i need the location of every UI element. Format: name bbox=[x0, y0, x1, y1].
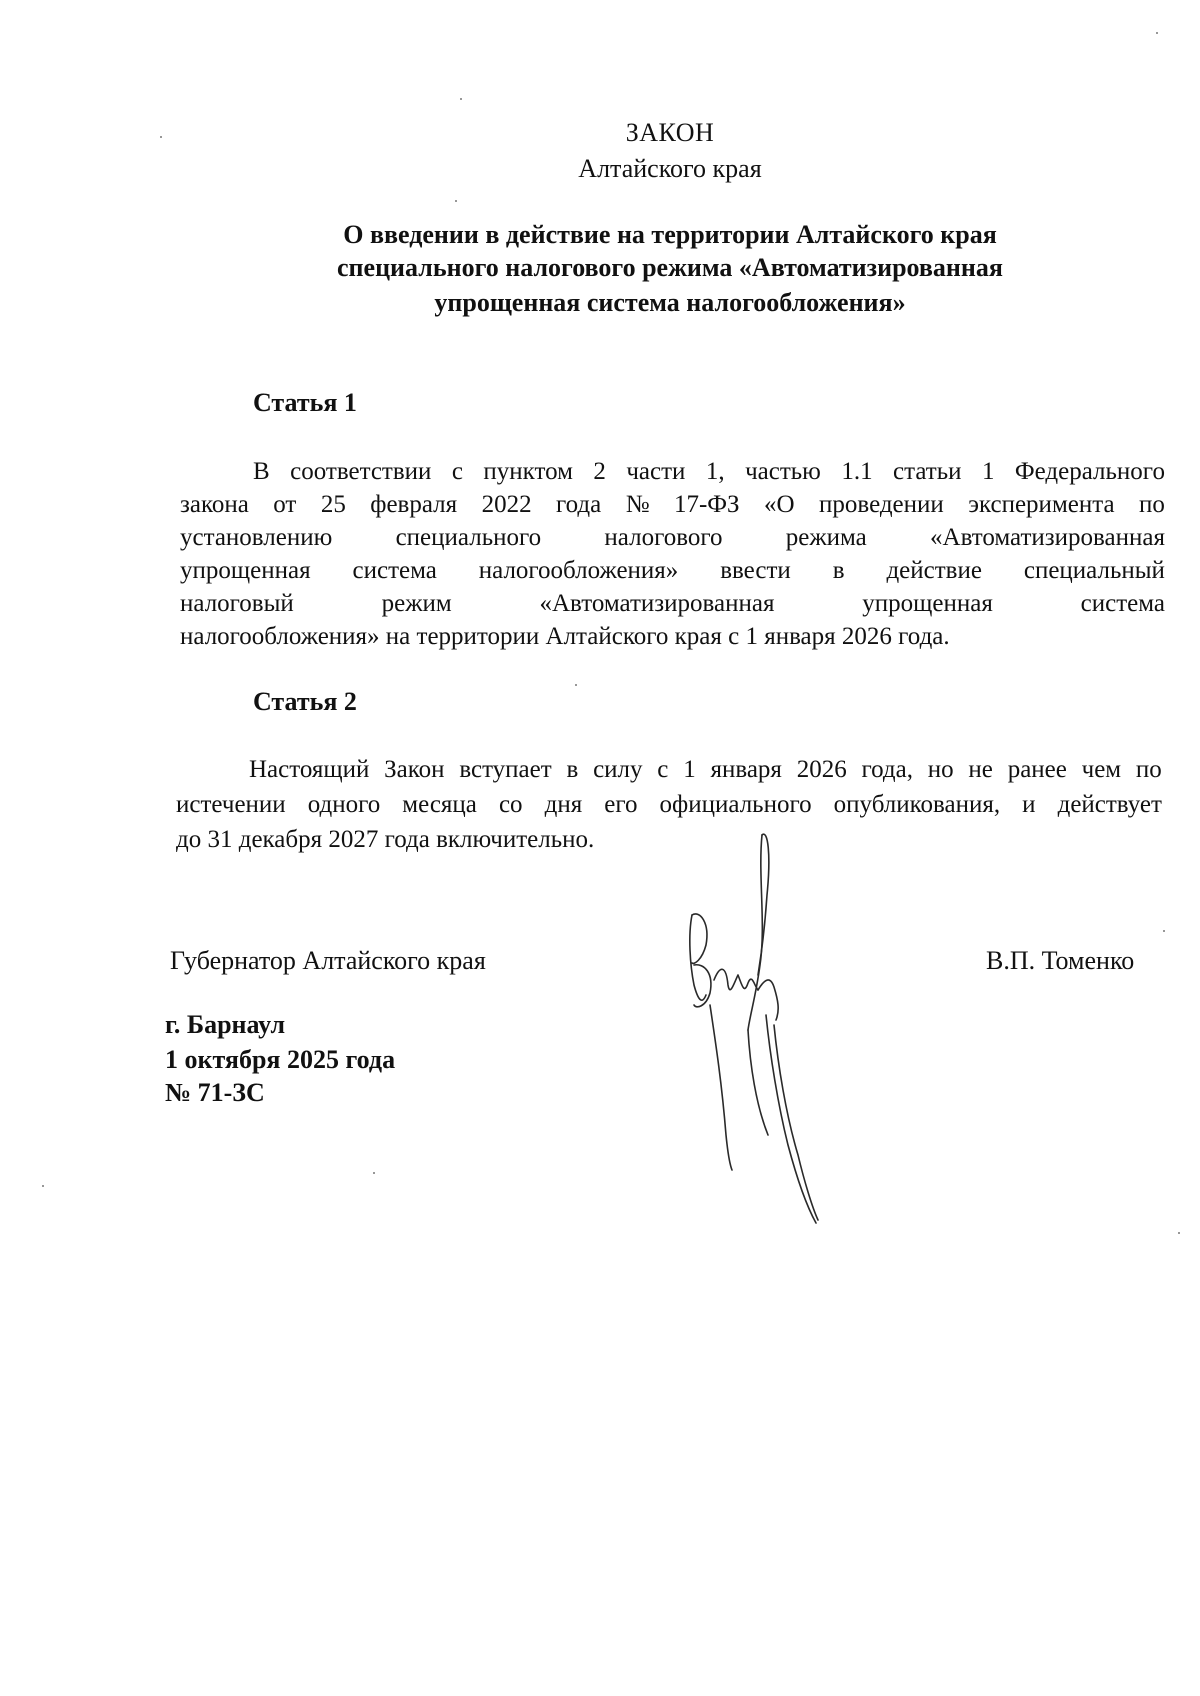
word: проведении bbox=[819, 491, 944, 518]
article-2-line-2 bbox=[176, 788, 1162, 821]
word: со bbox=[498, 791, 523, 818]
word: февраля bbox=[370, 491, 458, 518]
word: силу bbox=[593, 756, 643, 783]
word: 25 bbox=[320, 491, 346, 518]
word: года, bbox=[861, 756, 913, 783]
scan-speck bbox=[42, 1185, 44, 1187]
word: пунктом bbox=[483, 458, 573, 485]
word: ввести bbox=[720, 557, 791, 584]
word: упрощенная bbox=[862, 590, 993, 617]
scan-speck bbox=[575, 684, 577, 686]
article-1-line-5 bbox=[180, 587, 1165, 620]
document-region: Алтайского края bbox=[578, 154, 762, 183]
article-1-heading: Статья 1 bbox=[253, 388, 357, 417]
word: вступает bbox=[459, 756, 552, 783]
word: 17-ФЗ bbox=[673, 491, 740, 518]
word: 2 bbox=[593, 458, 606, 485]
word: действует bbox=[1057, 791, 1162, 818]
word: дня bbox=[544, 791, 583, 818]
word: истечении bbox=[176, 791, 286, 818]
word: упрощенная bbox=[180, 557, 311, 584]
word: 2026 bbox=[796, 756, 847, 783]
word: от bbox=[273, 491, 297, 518]
word: 1, bbox=[705, 458, 725, 485]
word: по bbox=[1135, 756, 1162, 783]
article-1-line-6: налогообложения» на территории Алтайского края с 1 января 2026 года. bbox=[180, 623, 950, 650]
word: чем bbox=[1081, 756, 1122, 783]
word: налогового bbox=[604, 524, 723, 551]
document-title-line-2: специального налогового режима «Автоматизированная bbox=[337, 253, 1003, 282]
word: января bbox=[710, 756, 782, 783]
scan-speck bbox=[455, 200, 457, 202]
word: части bbox=[626, 458, 686, 485]
word: закона bbox=[180, 491, 249, 518]
scan-speck bbox=[1178, 1232, 1180, 1234]
word: в bbox=[832, 557, 845, 584]
word: частью bbox=[745, 458, 821, 485]
article-1-line-1 bbox=[253, 455, 1165, 488]
word: ранее bbox=[1007, 756, 1067, 783]
word: эксперимента bbox=[968, 491, 1115, 518]
word: специальный bbox=[1023, 557, 1165, 584]
word: установлению bbox=[180, 524, 333, 551]
word: месяца bbox=[402, 791, 477, 818]
word: но bbox=[927, 756, 954, 783]
word: не bbox=[968, 756, 993, 783]
article-2-heading: Статья 2 bbox=[253, 687, 357, 716]
document-title-line-1: О введении в действие на территории Алтайского края bbox=[343, 220, 997, 249]
word: 1 bbox=[683, 756, 696, 783]
word: с bbox=[451, 458, 463, 485]
document-title-line-3: упрощенная система налогообложения» bbox=[434, 288, 906, 317]
word: налогообложения» bbox=[478, 557, 679, 584]
word: одного bbox=[307, 791, 381, 818]
article-2-line-3: до 31 декабря 2027 года включительно. bbox=[176, 826, 595, 853]
word: с bbox=[657, 756, 669, 783]
article-1-line-2 bbox=[180, 488, 1165, 521]
word: соответствии bbox=[290, 458, 432, 485]
signatory-position: Губернатор Алтайского края bbox=[170, 946, 486, 975]
word: № bbox=[625, 491, 650, 518]
word: Настоящий bbox=[249, 756, 370, 783]
handwritten-signature-icon bbox=[670, 815, 840, 1225]
word: в bbox=[566, 756, 579, 783]
document-place: г. Барнаул bbox=[165, 1010, 286, 1039]
word: 1 bbox=[981, 458, 995, 485]
word: Федерального bbox=[1014, 458, 1165, 485]
word: года bbox=[556, 491, 602, 518]
document-number: № 71-ЗС bbox=[165, 1078, 265, 1107]
article-2-line-1 bbox=[249, 753, 1162, 786]
word: и bbox=[1022, 791, 1036, 818]
word: опубликования, bbox=[833, 791, 1001, 818]
article-1-line-3 bbox=[180, 521, 1165, 554]
word: действие bbox=[886, 557, 982, 584]
scan-speck bbox=[373, 1172, 375, 1174]
word: 1.1 bbox=[841, 458, 873, 485]
scan-speck bbox=[460, 98, 462, 100]
word: В bbox=[253, 458, 270, 485]
word: режим bbox=[381, 590, 452, 617]
scan-speck bbox=[1163, 930, 1165, 932]
word: статьи bbox=[893, 458, 962, 485]
scan-speck bbox=[1156, 32, 1158, 34]
scan-speck bbox=[160, 136, 162, 138]
word: его bbox=[604, 791, 638, 818]
document-type: ЗАКОН bbox=[625, 118, 715, 147]
word: система bbox=[352, 557, 437, 584]
document-date: 1 октября 2025 года bbox=[165, 1045, 396, 1074]
article-1-line-4 bbox=[180, 554, 1165, 587]
word: «О bbox=[764, 491, 795, 518]
word: по bbox=[1139, 491, 1165, 518]
word: официального bbox=[659, 791, 812, 818]
word: Закон bbox=[384, 756, 445, 783]
word: режима bbox=[785, 524, 867, 551]
word: «Автоматизированная bbox=[539, 590, 775, 617]
signatory-name: В.П. Томенко bbox=[986, 946, 1135, 975]
word: «Автоматизированная bbox=[930, 524, 1165, 551]
word: 2022 bbox=[481, 491, 532, 518]
word: система bbox=[1080, 590, 1165, 617]
word: специального bbox=[395, 524, 542, 551]
word: налоговый bbox=[180, 590, 294, 617]
